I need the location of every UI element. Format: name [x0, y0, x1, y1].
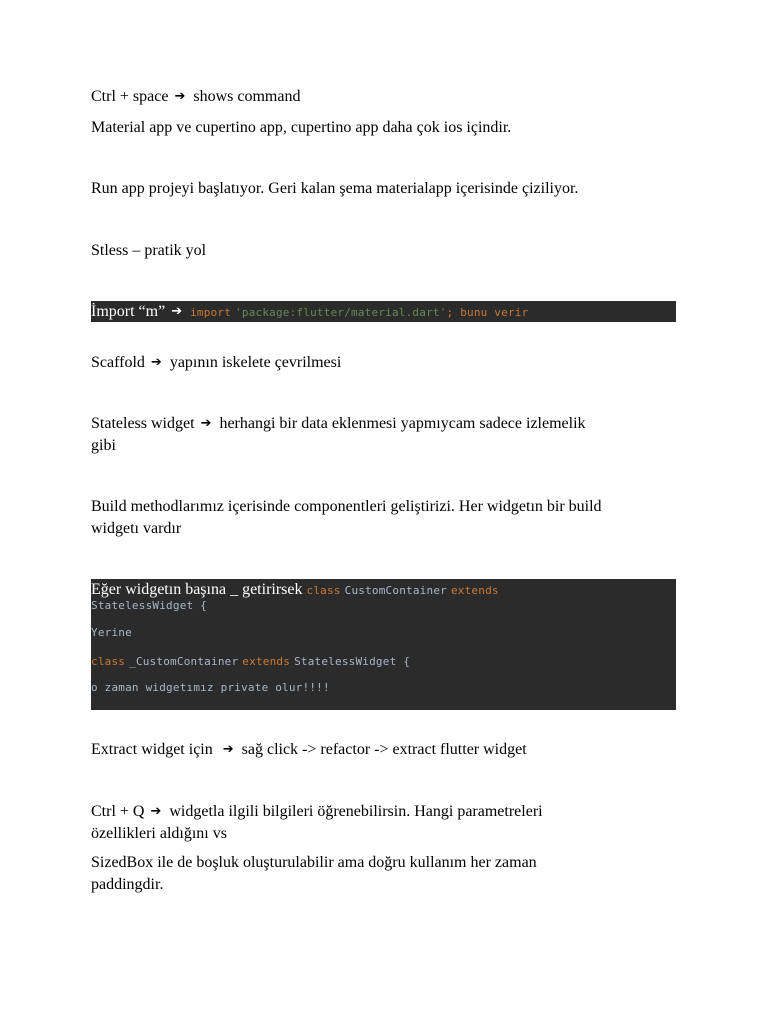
note-material-cupertino: Material app ve cupertino app, cupertino app daha çok ios içindir. [91, 119, 512, 136]
note-sizedbox-cont: paddingdir. [91, 876, 164, 893]
code-class-name: _CustomContainer [129, 655, 239, 668]
code-suffix: ; bunu verir [446, 306, 529, 319]
code-keyword: class [91, 655, 126, 668]
note-text: Ctrl + space [91, 88, 169, 105]
code-class-name: StatelessWidget { [294, 655, 411, 668]
note-build-methods: Build methodlarımız içerisinde componentleri geliştirizi. Her widgetın bir build [91, 498, 602, 515]
note-text: yapının iskelete çevrilmesi [169, 354, 342, 371]
private-heading: Eğer widgetın başına _ getirirsek [91, 581, 303, 598]
import-heading: İmport “m” [91, 303, 166, 320]
note-text: Scaffold [91, 354, 145, 371]
note-text: Stateless widget [91, 415, 195, 432]
note-ctrl-q [91, 801, 681, 824]
right-arrow-icon: ➔ [150, 804, 162, 819]
note-text: Ctrl + Q [91, 803, 145, 820]
note-text: widgetla ilgili bilgileri öğrenebilirsin. Hangi parametreleri [169, 803, 543, 820]
note-text: Extract widget için [91, 741, 213, 758]
note-stateless-widget-cont: gibi [91, 437, 116, 454]
code-line: Yerine [91, 626, 132, 639]
note-text: sağ click -> refactor -> extract flutter widget [241, 741, 527, 758]
private-widget-code-block [91, 579, 676, 710]
import-code-block [91, 301, 676, 322]
note-text: shows command [193, 88, 301, 105]
code-keyword: extends [450, 584, 499, 597]
code-keyword: extends [242, 655, 291, 668]
note-run-app: Run app projeyi başlatıyor. Geri kalan şema materialapp içerisinde çiziliyor. [91, 180, 579, 197]
code-class-name: CustomContainer [344, 584, 447, 597]
right-arrow-icon: ➔ [171, 304, 183, 319]
note-scaffold [91, 352, 681, 375]
note-stless: Stless – pratik yol [91, 242, 207, 259]
right-arrow-icon: ➔ [174, 89, 186, 104]
note-build-methods-cont: widgetı vardır [91, 520, 182, 537]
right-arrow-icon: ➔ [200, 416, 212, 431]
code-keyword: import [190, 306, 232, 319]
right-arrow-icon: ➔ [222, 742, 234, 757]
code-string: 'package:flutter/material.dart' [235, 306, 447, 319]
code-line: StatelessWidget { [91, 599, 207, 612]
right-arrow-icon: ➔ [150, 355, 162, 370]
note-sizedbox: SizedBox ile de boşluk oluşturulabilir ama doğru kullanım her zaman [91, 854, 537, 871]
note-stateless-widget [91, 413, 681, 436]
note-text: herhangi bir data eklenmesi yapmıycam sadece izlemelik [219, 415, 586, 432]
note-extract-widget [91, 739, 681, 762]
note-ctrl-space [91, 86, 681, 109]
note-ctrl-q-cont: özellikleri aldığını vs [91, 825, 227, 842]
code-keyword: class [306, 584, 341, 597]
code-line: o zaman widgetımız private olur!!!! [91, 681, 330, 694]
